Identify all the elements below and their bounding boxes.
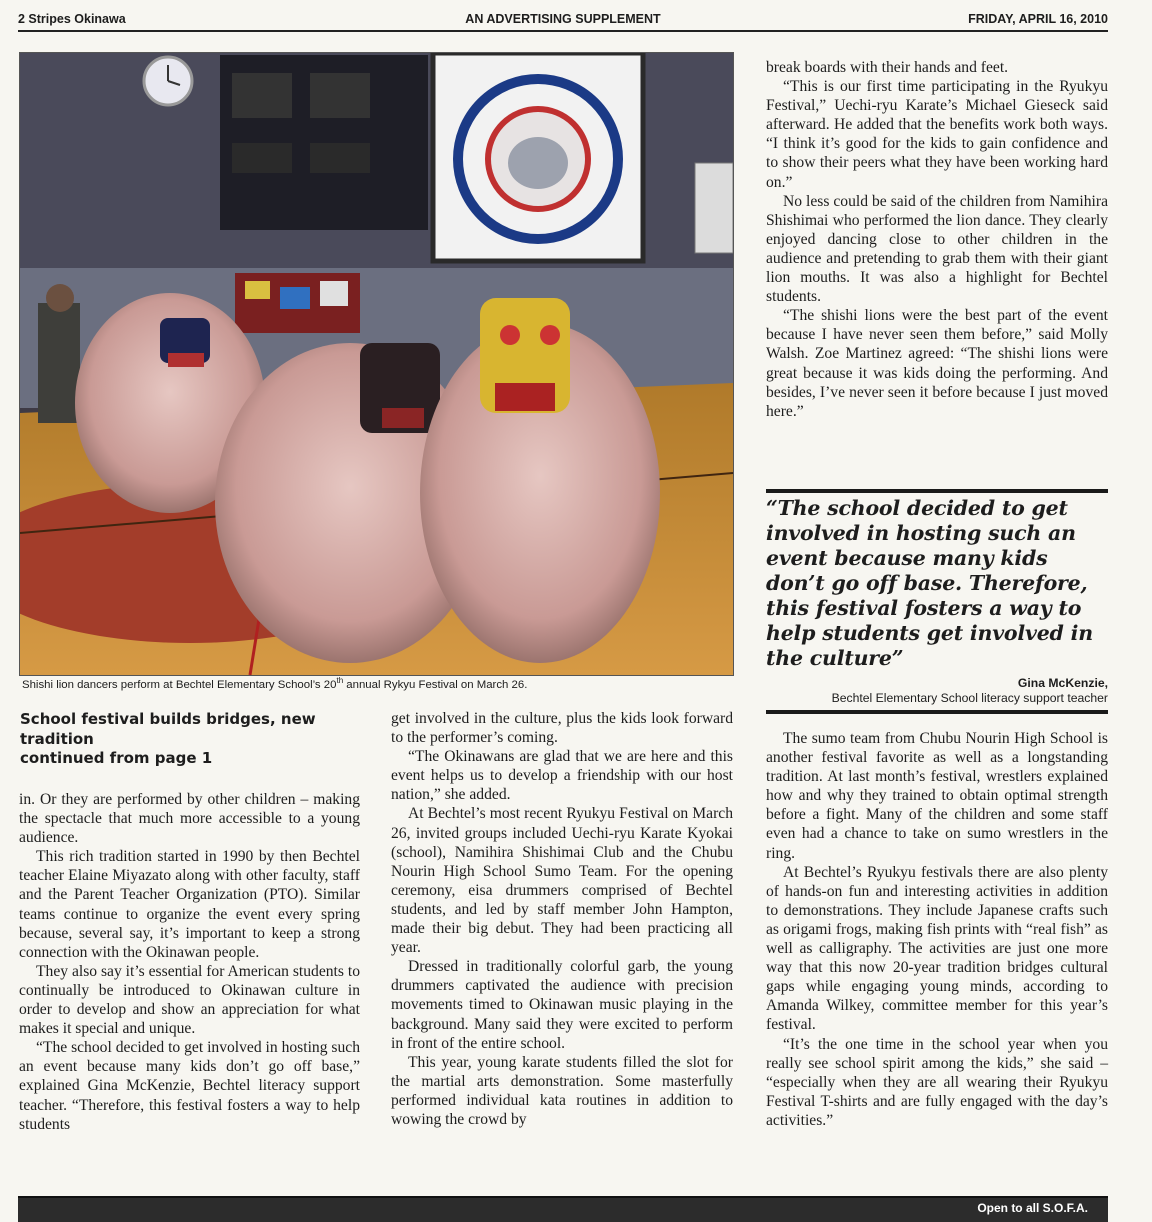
caption-text-end: annual Rykyu Festival on March 26. <box>343 678 528 691</box>
attribution-title: Bechtel Elementary School literacy support teacher <box>831 690 1108 705</box>
paragraph: get involved in the culture, plus the kids look forward to the performer’s coming. <box>391 710 733 747</box>
pull-quote: “The school decided to get involved in hosting such an event because many kids don’t go off base. Therefore, this festival fosters a way to help students get involved in the culture” <box>766 496 1093 670</box>
photo-caption <box>22 676 742 691</box>
paragraph: “This is our first time participating in the Ryukyu Festival,” Uechi-ryu Karate’s Michael Gieseck said afterward. He added that the benefits work both ways. “I think it’s good for the kids to gain confidence and to show their peers what they have been working hard on.” <box>766 78 1108 191</box>
paragraph: in. Or they are performed by other children – making the spectacle that much more accessible to a young audience. <box>19 791 360 847</box>
paragraph: No less could be said of the children from Namihira Shishimai who performed the lion dance. They clearly enjoyed dancing close to other children in the audience and pretending to grab them with their giant lion mouths. It was also a highlight for Bechtel students. <box>766 192 1108 306</box>
paragraph: break boards with their hands and feet. <box>766 59 1009 76</box>
paragraph: Dressed in traditionally colorful garb, the young drummers captivated the audience with precision movements timed to Okinawan music playing in the background. Many said they were excited to perform in front of the entire school. <box>391 958 733 1052</box>
paragraph: This year, young karate students filled the slot for the martial arts demonstration. Some masterfully performed individual kata routines in addition to wowing the crowd by <box>391 1053 733 1128</box>
paragraph: At Bechtel’s most recent Ryukyu Festival on March 26, invited groups included Uechi-ryu Karate Kyokai (school), Namihira Shishimai Club and the Chubu Nourin High School Sumo Team. For the opening ceremony, eisa drummers comprised of Bechtel students, and led by staff member John Hampton, made their big debut. They had been practicing all year. <box>391 805 733 957</box>
article-headline <box>20 710 360 769</box>
ad-text: Open to all S.O.F.A. <box>977 1201 1088 1215</box>
page-header <box>18 8 1108 30</box>
pull-quote-rule-top <box>766 489 1108 493</box>
caption-text: Shishi lion dancers perform at Bechtel Elementary School’s 20 <box>22 678 337 691</box>
lion-dance-illustration <box>20 53 733 675</box>
attribution-name: Gina McKenzie, <box>1017 676 1108 690</box>
paragraph: At Bechtel’s Ryukyu festivals there are also plenty of hands-on fun and interesting activities in addition to demonstrations. They include Japanese crafts such as origami frogs, making fish prints with “real fish” as well as calligraphy. The activities are just one more way that this now 20-year tradition bridges cultural gaps while engaging young minds, according to Amanda Wilkey, committee member for this year’s festival. <box>766 863 1108 1034</box>
paragraph: This rich tradition started in 1990 by then Bechtel teacher Elaine Miyazato along with other faculty, staff and the Parent Teacher Organization (PTO). Similar teams continue to organize the event every spring because, several say, it’s important to keep a strong connection with the Okinawan people. <box>19 848 360 961</box>
article-column-3-bottom <box>766 729 1108 1130</box>
header-rule <box>18 30 1108 32</box>
article-column-2 <box>391 709 733 1129</box>
pull-quote-rule-bottom <box>766 710 1108 714</box>
article-column-1 <box>19 790 360 1134</box>
caption-superscript: th <box>336 676 344 685</box>
supplement-label: AN ADVERTISING SUPPLEMENT <box>465 12 661 26</box>
issue-date: FRIDAY, APRIL 16, 2010 <box>968 12 1108 26</box>
pull-quote-attribution <box>832 676 1108 705</box>
article-column-3-top <box>766 58 1108 421</box>
festival-photo <box>19 52 734 676</box>
advertisement-strip <box>18 1196 1108 1222</box>
paragraph: “The shishi lions were the best part of the event because I have never seen them before,” said Molly Walsh. Zoe Martinez agreed: “The shishi lions were great because it was kids doing the performing. And besides, I’ve never seen it before because I just moved here.” <box>766 307 1108 420</box>
paragraph: “It’s the one time in the school year when you really see school spirit among the kids,” she said – “especially when they are all wearing their Ryukyu Festival T-shirts and are fully engaged with the day’s activities.” <box>766 1035 1108 1129</box>
headline-title: School festival builds bridges, new tradition <box>20 710 316 748</box>
page-number-section: 2 Stripes Okinawa <box>18 12 126 26</box>
paragraph: “The Okinawans are glad that we are here and this event helps us to develop a friendship with our host nation,” she added. <box>391 748 733 804</box>
paragraph: The sumo team from Chubu Nourin High School is another festival favorite as well as a longstanding tradition. At last month’s festival, wrestlers explained how and why they trained to obtain optimal strength before a fight. Many of the children and some staff even had a chance to take on sumo wrestlers in the ring. <box>766 730 1108 862</box>
paragraph: They also say it’s essential for American students to continually be introduced to Okinawan culture in order to develop and show an appreciation for what makes it special and unique. <box>19 962 360 1038</box>
headline-continued: continued from page 1 <box>20 749 213 767</box>
paragraph: “The school decided to get involved in hosting such an event because many kids don’t go off base,” explained Gina McKenzie, Bechtel literacy support teacher. “Therefore, this festival fosters a way to help students <box>19 1039 360 1133</box>
